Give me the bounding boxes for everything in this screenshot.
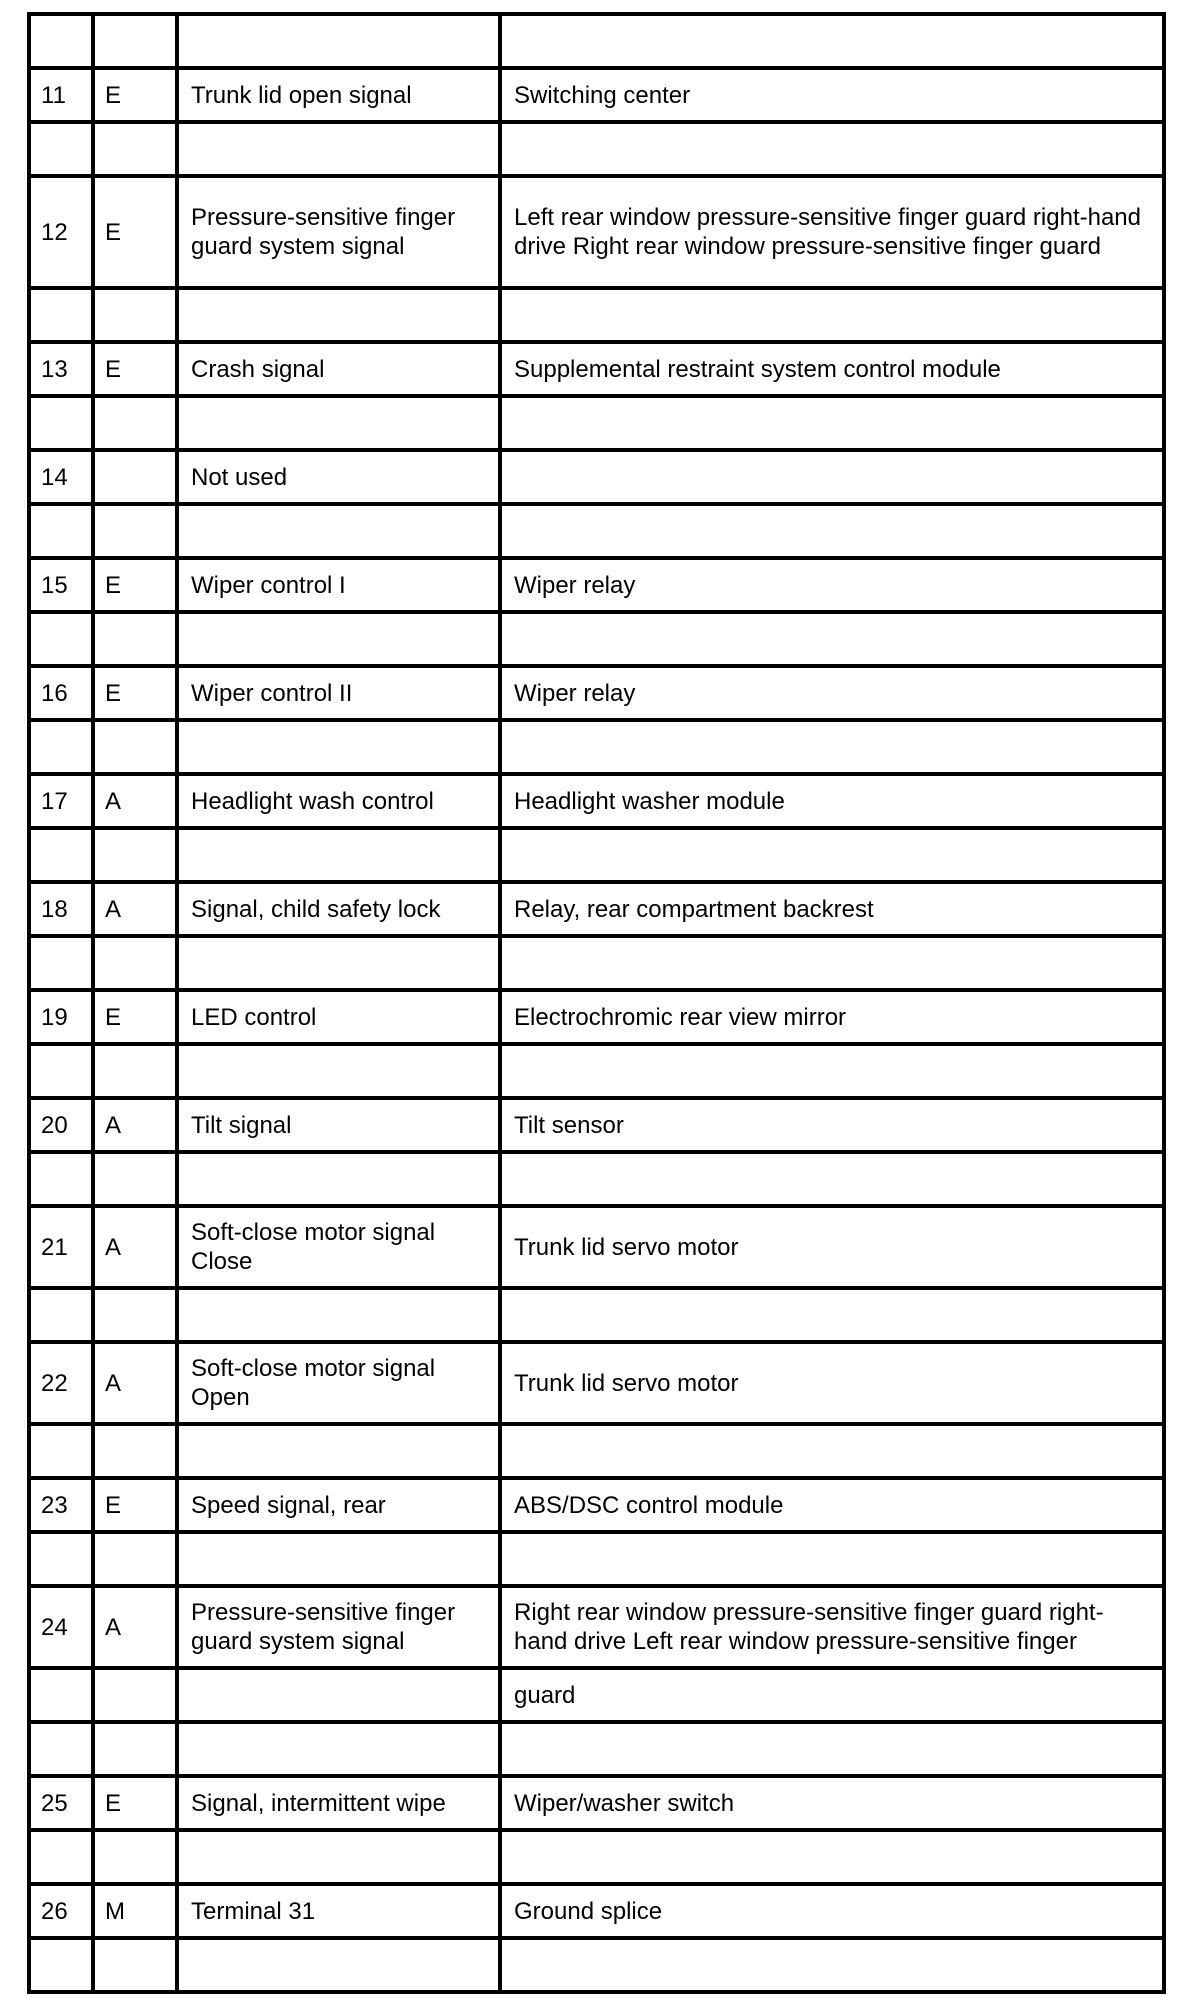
blank-row xyxy=(29,1288,1164,1342)
signal-type-cell: A xyxy=(93,882,177,936)
signal-description-cell xyxy=(177,828,500,882)
signal-type-cell xyxy=(93,450,177,504)
signal-type-cell xyxy=(93,1532,177,1586)
signal-type-cell xyxy=(93,1424,177,1478)
pin-number-cell: 13 xyxy=(29,342,93,396)
pin-number-cell xyxy=(29,936,93,990)
pin-row xyxy=(29,882,1164,936)
connection-cell: Supplemental restraint system control module xyxy=(500,342,1164,396)
blank-row xyxy=(29,396,1164,450)
connection-cell: Trunk lid servo motor xyxy=(500,1342,1164,1424)
pin-number-cell: 26 xyxy=(29,1884,93,1938)
connection-cell xyxy=(500,936,1164,990)
pin-number-cell xyxy=(29,14,93,68)
signal-description-cell: Wiper control I xyxy=(177,558,500,612)
connection-cell xyxy=(500,122,1164,176)
signal-type-cell: A xyxy=(93,1342,177,1424)
signal-description-cell: Wiper control II xyxy=(177,666,500,720)
pin-number-cell: 17 xyxy=(29,774,93,828)
pin-number-cell: 18 xyxy=(29,882,93,936)
pin-row xyxy=(29,1586,1164,1668)
signal-type-cell xyxy=(93,122,177,176)
signal-description-cell xyxy=(177,1424,500,1478)
blank-row xyxy=(29,828,1164,882)
connection-cell xyxy=(500,504,1164,558)
signal-type-cell: A xyxy=(93,774,177,828)
pin-number-cell xyxy=(29,828,93,882)
pin-number-cell: 21 xyxy=(29,1206,93,1288)
signal-type-cell xyxy=(93,396,177,450)
pin-row xyxy=(29,666,1164,720)
signal-description-cell xyxy=(177,1044,500,1098)
signal-type-cell xyxy=(93,1044,177,1098)
connection-cell xyxy=(500,1830,1164,1884)
connection-cell xyxy=(500,1424,1164,1478)
pin-row xyxy=(29,1478,1164,1532)
pin-row xyxy=(29,176,1164,288)
connection-cell xyxy=(500,14,1164,68)
signal-description-cell xyxy=(177,612,500,666)
blank-row xyxy=(29,1044,1164,1098)
connection-cell xyxy=(500,1152,1164,1206)
signal-type-cell xyxy=(93,1668,177,1722)
signal-description-cell xyxy=(177,720,500,774)
signal-description-cell xyxy=(177,1532,500,1586)
continuation-row xyxy=(29,1668,1164,1722)
blank-row xyxy=(29,1152,1164,1206)
blank-row xyxy=(29,122,1164,176)
signal-type-cell: A xyxy=(93,1098,177,1152)
signal-description-cell xyxy=(177,14,500,68)
signal-type-cell: A xyxy=(93,1206,177,1288)
pin-number-cell xyxy=(29,1938,93,1992)
pin-row xyxy=(29,1884,1164,1938)
pin-number-cell: 22 xyxy=(29,1342,93,1424)
pin-row xyxy=(29,558,1164,612)
pin-number-cell: 12 xyxy=(29,176,93,288)
connection-cell xyxy=(500,1722,1164,1776)
connection-cell: Wiper relay xyxy=(500,666,1164,720)
connection-cell: Left rear window pressure-sensitive finger guard right-hand drive Right rear window pressure-sensitive finger guard xyxy=(500,176,1164,288)
pin-row xyxy=(29,990,1164,1044)
pin-number-cell xyxy=(29,122,93,176)
signal-description-cell: LED control xyxy=(177,990,500,1044)
blank-row xyxy=(29,720,1164,774)
connection-cell xyxy=(500,720,1164,774)
signal-type-cell xyxy=(93,1830,177,1884)
pin-row xyxy=(29,68,1164,122)
signal-type-cell: E xyxy=(93,558,177,612)
connection-cell xyxy=(500,1938,1164,1992)
pin-number-cell: 24 xyxy=(29,1586,93,1668)
pin-number-cell xyxy=(29,1830,93,1884)
pin-row xyxy=(29,1776,1164,1830)
pin-number-cell: 16 xyxy=(29,666,93,720)
blank-row xyxy=(29,1938,1164,1992)
pin-row xyxy=(29,774,1164,828)
pin-number-cell: 23 xyxy=(29,1478,93,1532)
signal-description-cell: Trunk lid open signal xyxy=(177,68,500,122)
signal-description-cell xyxy=(177,1668,500,1722)
signal-type-cell: E xyxy=(93,176,177,288)
blank-row xyxy=(29,1532,1164,1586)
connection-cell xyxy=(500,828,1164,882)
pin-row xyxy=(29,1206,1164,1288)
signal-type-cell xyxy=(93,720,177,774)
connection-cell xyxy=(500,1288,1164,1342)
signal-description-cell: Terminal 31 xyxy=(177,1884,500,1938)
signal-type-cell xyxy=(93,1152,177,1206)
signal-description-cell: Pressure-sensitive finger guard system signal xyxy=(177,176,500,288)
pin-row xyxy=(29,1098,1164,1152)
signal-description-cell: Pressure-sensitive finger guard system signal xyxy=(177,1586,500,1668)
signal-description-cell: Crash signal xyxy=(177,342,500,396)
signal-description-cell xyxy=(177,1152,500,1206)
pin-number-cell: 14 xyxy=(29,450,93,504)
pin-number-cell xyxy=(29,720,93,774)
signal-type-cell: E xyxy=(93,1478,177,1532)
blank-row xyxy=(29,504,1164,558)
pin-number-cell xyxy=(29,612,93,666)
signal-type-cell xyxy=(93,504,177,558)
pin-number-cell: 19 xyxy=(29,990,93,1044)
signal-description-cell xyxy=(177,396,500,450)
blank-row xyxy=(29,936,1164,990)
signal-description-cell: Signal, child safety lock xyxy=(177,882,500,936)
signal-type-cell: M xyxy=(93,1884,177,1938)
connection-cell: Ground splice xyxy=(500,1884,1164,1938)
pin-number-cell: 25 xyxy=(29,1776,93,1830)
pin-number-cell xyxy=(29,1424,93,1478)
pin-number-cell xyxy=(29,1152,93,1206)
connection-cell xyxy=(500,450,1164,504)
connection-cell: Wiper/washer switch xyxy=(500,1776,1164,1830)
signal-type-cell xyxy=(93,612,177,666)
connection-cell xyxy=(500,612,1164,666)
connection-cell: Switching center xyxy=(500,68,1164,122)
signal-type-cell xyxy=(93,1288,177,1342)
signal-type-cell xyxy=(93,1938,177,1992)
connection-cell: Electrochromic rear view mirror xyxy=(500,990,1164,1044)
pin-number-cell xyxy=(29,288,93,342)
signal-description-cell xyxy=(177,288,500,342)
signal-description-cell: Tilt signal xyxy=(177,1098,500,1152)
connection-cell xyxy=(500,288,1164,342)
connection-cell xyxy=(500,1586,1164,1668)
pin-table-body xyxy=(29,14,1164,1992)
connection-cell: ABS/DSC control module xyxy=(500,1478,1164,1532)
pin-number-cell xyxy=(29,1044,93,1098)
blank-row xyxy=(29,14,1164,68)
pin-number-cell xyxy=(29,1532,93,1586)
signal-type-cell: E xyxy=(93,68,177,122)
pin-row xyxy=(29,342,1164,396)
signal-description-cell xyxy=(177,1938,500,1992)
signal-type-cell xyxy=(93,936,177,990)
signal-description-cell xyxy=(177,936,500,990)
connection-cell xyxy=(500,1044,1164,1098)
signal-description-cell xyxy=(177,1722,500,1776)
connection-cell xyxy=(500,396,1164,450)
pin-number-cell xyxy=(29,1668,93,1722)
blank-row xyxy=(29,1722,1164,1776)
connection-cell: guard xyxy=(500,1668,1164,1722)
pin-number-cell xyxy=(29,1288,93,1342)
connection-cell: Headlight washer module xyxy=(500,774,1164,828)
pin-number-cell: 11 xyxy=(29,68,93,122)
connection-cell: Trunk lid servo motor xyxy=(500,1206,1164,1288)
pin-number-cell xyxy=(29,396,93,450)
pin-number-cell xyxy=(29,1722,93,1776)
signal-description-cell xyxy=(177,122,500,176)
signal-description-cell xyxy=(177,1830,500,1884)
signal-type-cell xyxy=(93,828,177,882)
connection-cell: Wiper relay xyxy=(500,558,1164,612)
pin-number-cell: 20 xyxy=(29,1098,93,1152)
signal-type-cell xyxy=(93,1722,177,1776)
blank-row xyxy=(29,1830,1164,1884)
pin-row xyxy=(29,1342,1164,1424)
signal-description-cell: Headlight wash control xyxy=(177,774,500,828)
pin-row xyxy=(29,450,1164,504)
signal-type-cell: E xyxy=(93,666,177,720)
signal-description-cell: Speed signal, rear xyxy=(177,1478,500,1532)
signal-description-cell xyxy=(177,1288,500,1342)
signal-description-cell: Soft-close motor signal Open xyxy=(177,1342,500,1424)
connection-text-clipped: Right rear window pressure-sensitive finger guard right-hand drive Left rear window pressure-sensitive finger xyxy=(514,1599,1104,1655)
pin-number-cell xyxy=(29,504,93,558)
signal-description-cell: Soft-close motor signal Close xyxy=(177,1206,500,1288)
signal-type-cell: E xyxy=(93,342,177,396)
signal-description-cell: Not used xyxy=(177,450,500,504)
connection-cell: Relay, rear compartment backrest xyxy=(500,882,1164,936)
signal-description-cell xyxy=(177,504,500,558)
signal-type-cell: E xyxy=(93,1776,177,1830)
pin-number-cell: 15 xyxy=(29,558,93,612)
blank-row xyxy=(29,288,1164,342)
signal-description-cell: Signal, intermittent wipe xyxy=(177,1776,500,1830)
signal-type-cell xyxy=(93,288,177,342)
signal-type-cell: A xyxy=(93,1586,177,1668)
connection-cell xyxy=(500,1532,1164,1586)
connection-cell: Tilt sensor xyxy=(500,1098,1164,1152)
blank-row xyxy=(29,1424,1164,1478)
signal-type-cell xyxy=(93,14,177,68)
pin-assignment-table xyxy=(27,12,1166,1994)
blank-row xyxy=(29,612,1164,666)
signal-type-cell: E xyxy=(93,990,177,1044)
